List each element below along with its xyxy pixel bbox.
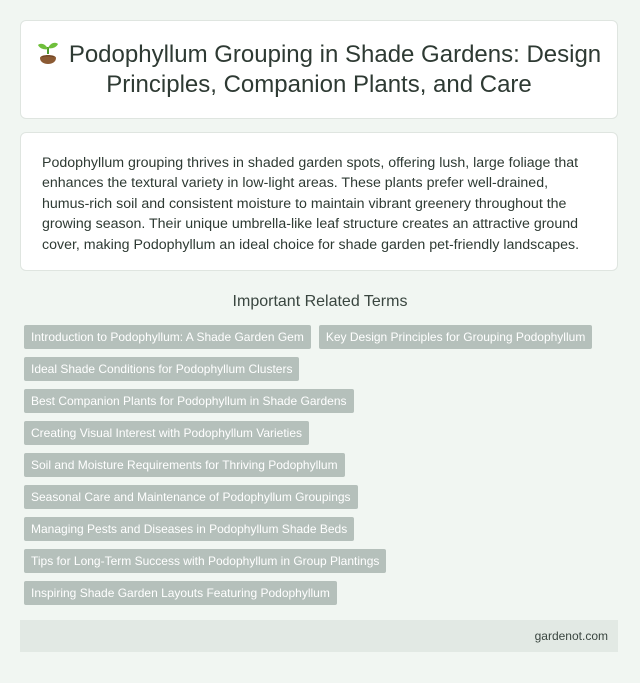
related-terms-heading: Important Related Terms — [232, 293, 408, 310]
tag-row — [24, 421, 604, 445]
related-term-tag[interactable]: Best Companion Plants for Podophyllum in Shade Gardens — [24, 389, 354, 413]
tag-row — [24, 517, 604, 541]
related-term-tag[interactable]: Seasonal Care and Maintenance of Podophyllum Groupings — [24, 485, 358, 509]
related-term-tag[interactable]: Key Design Principles for Grouping Podophyllum — [319, 325, 592, 349]
tag-row — [24, 581, 604, 605]
intro-card — [20, 132, 618, 271]
tag-row — [24, 453, 604, 477]
related-term-tag[interactable]: Tips for Long-Term Success with Podophyllum in Group Plantings — [24, 549, 386, 573]
title-card — [20, 20, 618, 119]
related-term-tag[interactable]: Inspiring Shade Garden Layouts Featuring Podophyllum — [24, 581, 337, 605]
site-name: gardenot.com — [534, 629, 608, 643]
page-title-text: Podophyllum Grouping in Shade Gardens: Design Principles, Companion Plants, and Care — [68, 40, 602, 98]
tag-row — [24, 485, 604, 509]
tag-row — [24, 325, 604, 349]
related-term-tag[interactable]: Managing Pests and Diseases in Podophyllum Shade Beds — [24, 517, 354, 541]
related-term-tag[interactable]: Soil and Moisture Requirements for Thriving Podophyllum — [24, 453, 345, 477]
footer — [20, 620, 618, 652]
page-title — [21, 40, 617, 100]
intro-paragraph: Podophyllum grouping thrives in shaded garden spots, offering lush, large foliage that enhances the textural variety in low-light areas. These plants prefer well-drained, humus-rich soil and consistent moisture to maintain vibrant greenery throughout the growing season. Their unique umbrella-like leaf structure creates an attractive ground cover, making Podophyllum an ideal choice for shade garden pet-friendly landscapes. — [42, 155, 580, 253]
related-term-tag[interactable]: Introduction to Podophyllum: A Shade Garden Gem — [24, 325, 311, 349]
tag-row — [24, 549, 604, 573]
tag-row — [24, 389, 604, 413]
related-term-tag[interactable]: Ideal Shade Conditions for Podophyllum Clusters — [24, 357, 299, 381]
tag-row — [24, 357, 604, 381]
sprout-icon — [37, 41, 59, 65]
related-terms-list — [24, 325, 604, 613]
related-term-tag[interactable]: Creating Visual Interest with Podophyllum Varieties — [24, 421, 309, 445]
